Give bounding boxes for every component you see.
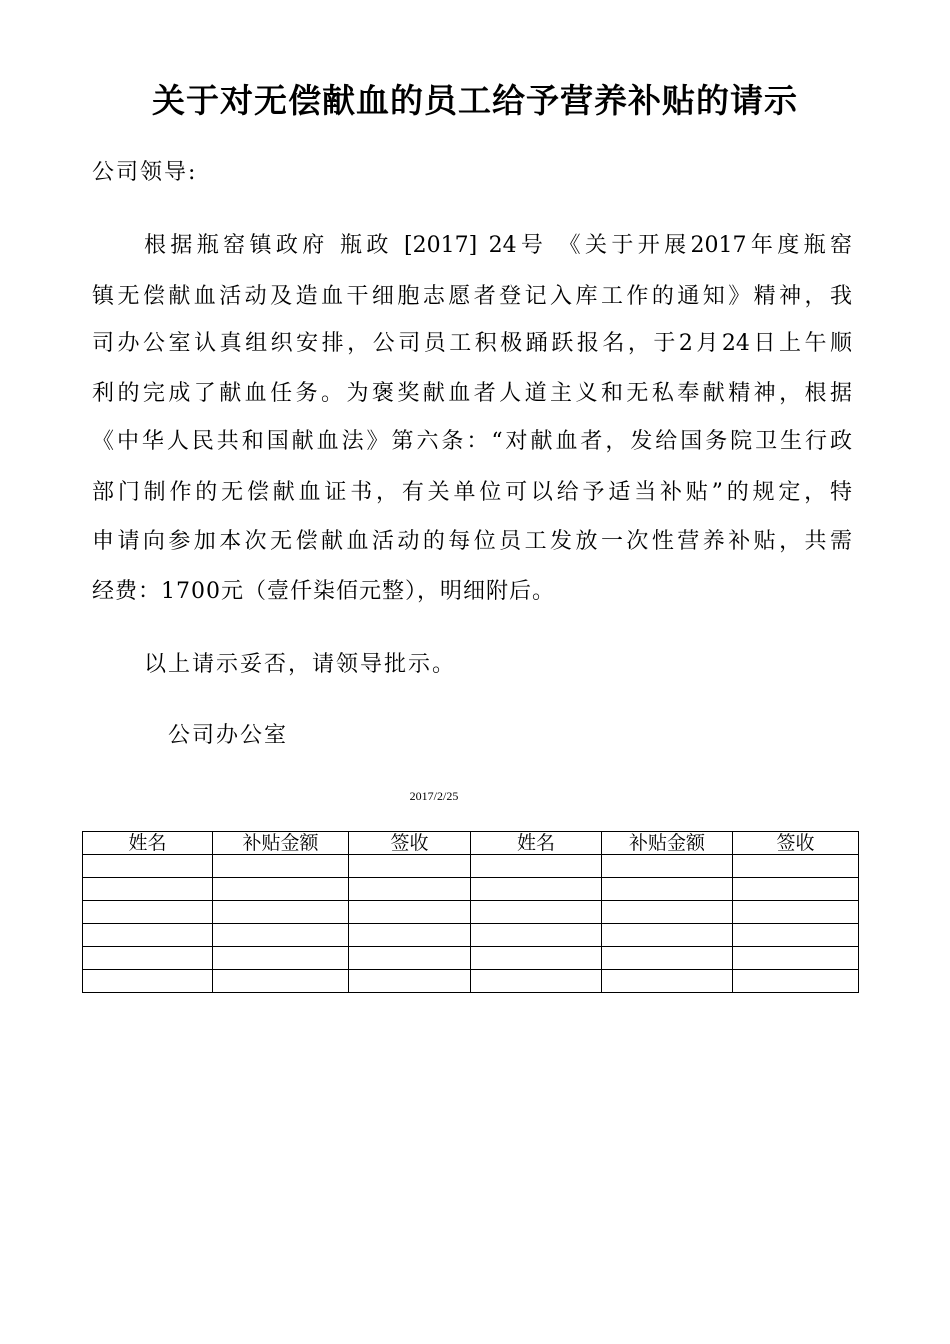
table-cell bbox=[349, 970, 471, 993]
header-name: 姓名 bbox=[83, 832, 213, 855]
body-paragraph-line: 根据瓶窑镇政府 瓶政 [2017] 24号 《关于开展2017年度瓶窑 bbox=[144, 233, 852, 258]
table-cell bbox=[471, 970, 602, 993]
table-cell bbox=[213, 947, 349, 970]
header-signature: 签收 bbox=[733, 832, 859, 855]
table-row bbox=[83, 878, 859, 901]
table-cell bbox=[213, 901, 349, 924]
table-cell bbox=[213, 970, 349, 993]
table-cell bbox=[471, 855, 602, 878]
table-cell bbox=[213, 855, 349, 878]
table-cell bbox=[213, 924, 349, 947]
signature-office: 公司办公室 bbox=[168, 723, 289, 748]
table-cell bbox=[213, 878, 349, 901]
table-cell bbox=[733, 970, 859, 993]
body-paragraph-line: 利的完成了献血任务。为褒奖献血者人道主义和无私奉献精神，根据 bbox=[92, 381, 852, 406]
closing-request: 以上请示妥否，请领导批示。 bbox=[144, 652, 457, 677]
document-date: 2017/2/25 bbox=[409, 789, 459, 803]
table-cell bbox=[471, 924, 602, 947]
table-cell bbox=[349, 878, 471, 901]
table-row bbox=[83, 924, 859, 947]
table-cell bbox=[471, 901, 602, 924]
body-paragraph-line: 经费：1700元（壹仟柒佰元整），明细附后。 bbox=[92, 579, 555, 604]
table-cell bbox=[602, 878, 733, 901]
body-paragraph-line: 《中华人民共和国献血法》第六条：“对献血者，发给国务院卫生行政 bbox=[92, 429, 852, 454]
table-cell bbox=[602, 947, 733, 970]
table-cell bbox=[733, 947, 859, 970]
table-cell bbox=[602, 901, 733, 924]
table-cell bbox=[349, 855, 471, 878]
table-row bbox=[83, 947, 859, 970]
table-cell bbox=[83, 878, 213, 901]
header-subsidy-amount: 补贴金额 bbox=[602, 832, 733, 855]
table-cell bbox=[733, 878, 859, 901]
body-paragraph-line: 镇无偿献血活动及造血干细胞志愿者登记入库工作的通知》精神，我 bbox=[92, 284, 852, 309]
table-cell bbox=[83, 947, 213, 970]
table-cell bbox=[602, 855, 733, 878]
header-name: 姓名 bbox=[471, 832, 602, 855]
subsidy-detail-table bbox=[82, 831, 859, 993]
table-cell bbox=[733, 901, 859, 924]
header-subsidy-amount: 补贴金额 bbox=[213, 832, 349, 855]
body-paragraph-line: 部门制作的无偿献血证书，有关单位可以给予适当补贴”的规定，特 bbox=[92, 480, 852, 505]
table-cell bbox=[349, 901, 471, 924]
table-cell bbox=[83, 970, 213, 993]
table-header-row bbox=[83, 832, 859, 855]
document-title: 关于对无偿献血的员工给予营养补贴的请示 bbox=[152, 81, 798, 120]
body-paragraph-line: 司办公室认真组织安排，公司员工积极踊跃报名，于2月24日上午顺 bbox=[92, 331, 852, 356]
table-cell bbox=[471, 878, 602, 901]
table-row bbox=[83, 901, 859, 924]
table-cell bbox=[83, 924, 213, 947]
salutation: 公司领导: bbox=[92, 160, 198, 185]
table-cell bbox=[602, 970, 733, 993]
body-paragraph-line: 申请向参加本次无偿献血活动的每位员工发放一次性营养补贴，共需 bbox=[92, 529, 852, 554]
table-cell bbox=[83, 855, 213, 878]
table-cell bbox=[349, 947, 471, 970]
table-cell bbox=[733, 855, 859, 878]
table-cell bbox=[471, 947, 602, 970]
header-signature: 签收 bbox=[349, 832, 471, 855]
table-row bbox=[83, 970, 859, 993]
table-cell bbox=[349, 924, 471, 947]
table-row bbox=[83, 855, 859, 878]
table-cell bbox=[733, 924, 859, 947]
table-cell bbox=[83, 901, 213, 924]
table-cell bbox=[602, 924, 733, 947]
